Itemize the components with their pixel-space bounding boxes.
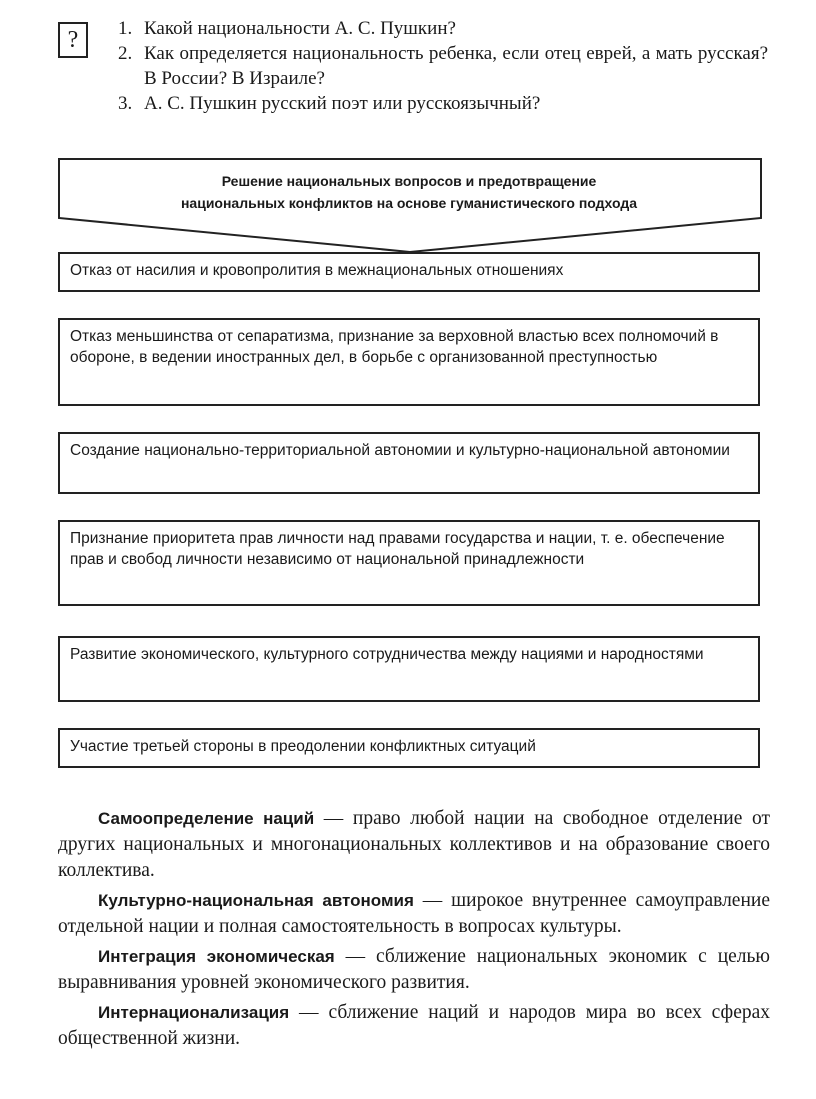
question-number: 2. (118, 43, 133, 64)
diagram-box-1: Отказ от насилия и кровопролития в межнациональных отношениях (58, 252, 760, 292)
definition (58, 888, 770, 940)
question-icon: ? (58, 22, 88, 58)
definition-text: — право любой нации на свободное отделение от других национальных и многонациональных коллективов и на образование своего коллектива. (58, 808, 770, 881)
definition-term: Интеграция экономическая (98, 947, 335, 966)
question-item (118, 16, 768, 41)
definition-text: — широкое внутреннее самоуправление отдельной нации и полная самостоятельность в вопросах культуры. (58, 890, 770, 937)
question-text: А. С. Пушкин русский поэт или русскоязычный? (144, 93, 541, 114)
diagram-box-2: Отказ меньшинства от сепаратизма, признание за верховной властью всех полномочий в обороне, в ведении иностранных дел, в борьбе с организованной преступностью (58, 318, 760, 406)
diagram-box-5: Развитие экономического, культурного сотрудничества между нациями и народностями (58, 636, 760, 702)
definition (58, 944, 770, 996)
diagram-header (58, 170, 760, 214)
definition-text: — сближение наций и народов мира во всех сферах общественной жизни. (58, 1002, 770, 1049)
diagram-box-6: Участие третьей стороны в преодолении конфликтных ситуаций (58, 728, 760, 768)
question-list (118, 16, 768, 116)
header-line-1: Решение национальных вопросов и предотвращение (221, 173, 597, 189)
diagram-box-3: Создание национально-территориальной автономии и культурно-национальной автономии (58, 432, 760, 494)
header-line-2: национальных конфликтов на основе гуманистического подхода (180, 195, 638, 211)
definitions (58, 806, 770, 1056)
question-number: 1. (118, 18, 133, 39)
definition-text: — сближение национальных экономик с целью выравнивания уровней экономического развития. (58, 946, 770, 993)
definition-term: Культурно-национальная автономия (98, 891, 414, 910)
question-text: Какой национальности А. С. Пушкин? (144, 18, 456, 39)
question-item (118, 41, 768, 91)
question-item (118, 91, 768, 116)
definition-term: Интернационализация (98, 1003, 290, 1022)
definition (58, 1000, 770, 1052)
diagram-box-4: Признание приоритета прав личности над правами государства и нации, т. е. обеспечение прав и свобод личности независимо от национальной принадлежности (58, 520, 760, 606)
definition-term: Самоопределение наций (98, 809, 315, 828)
definition (58, 806, 770, 884)
question-text: Как определяется национальность ребенка, если отец еврей, а мать русская? В России? В Израиле? (144, 43, 768, 89)
question-number: 3. (118, 93, 133, 114)
